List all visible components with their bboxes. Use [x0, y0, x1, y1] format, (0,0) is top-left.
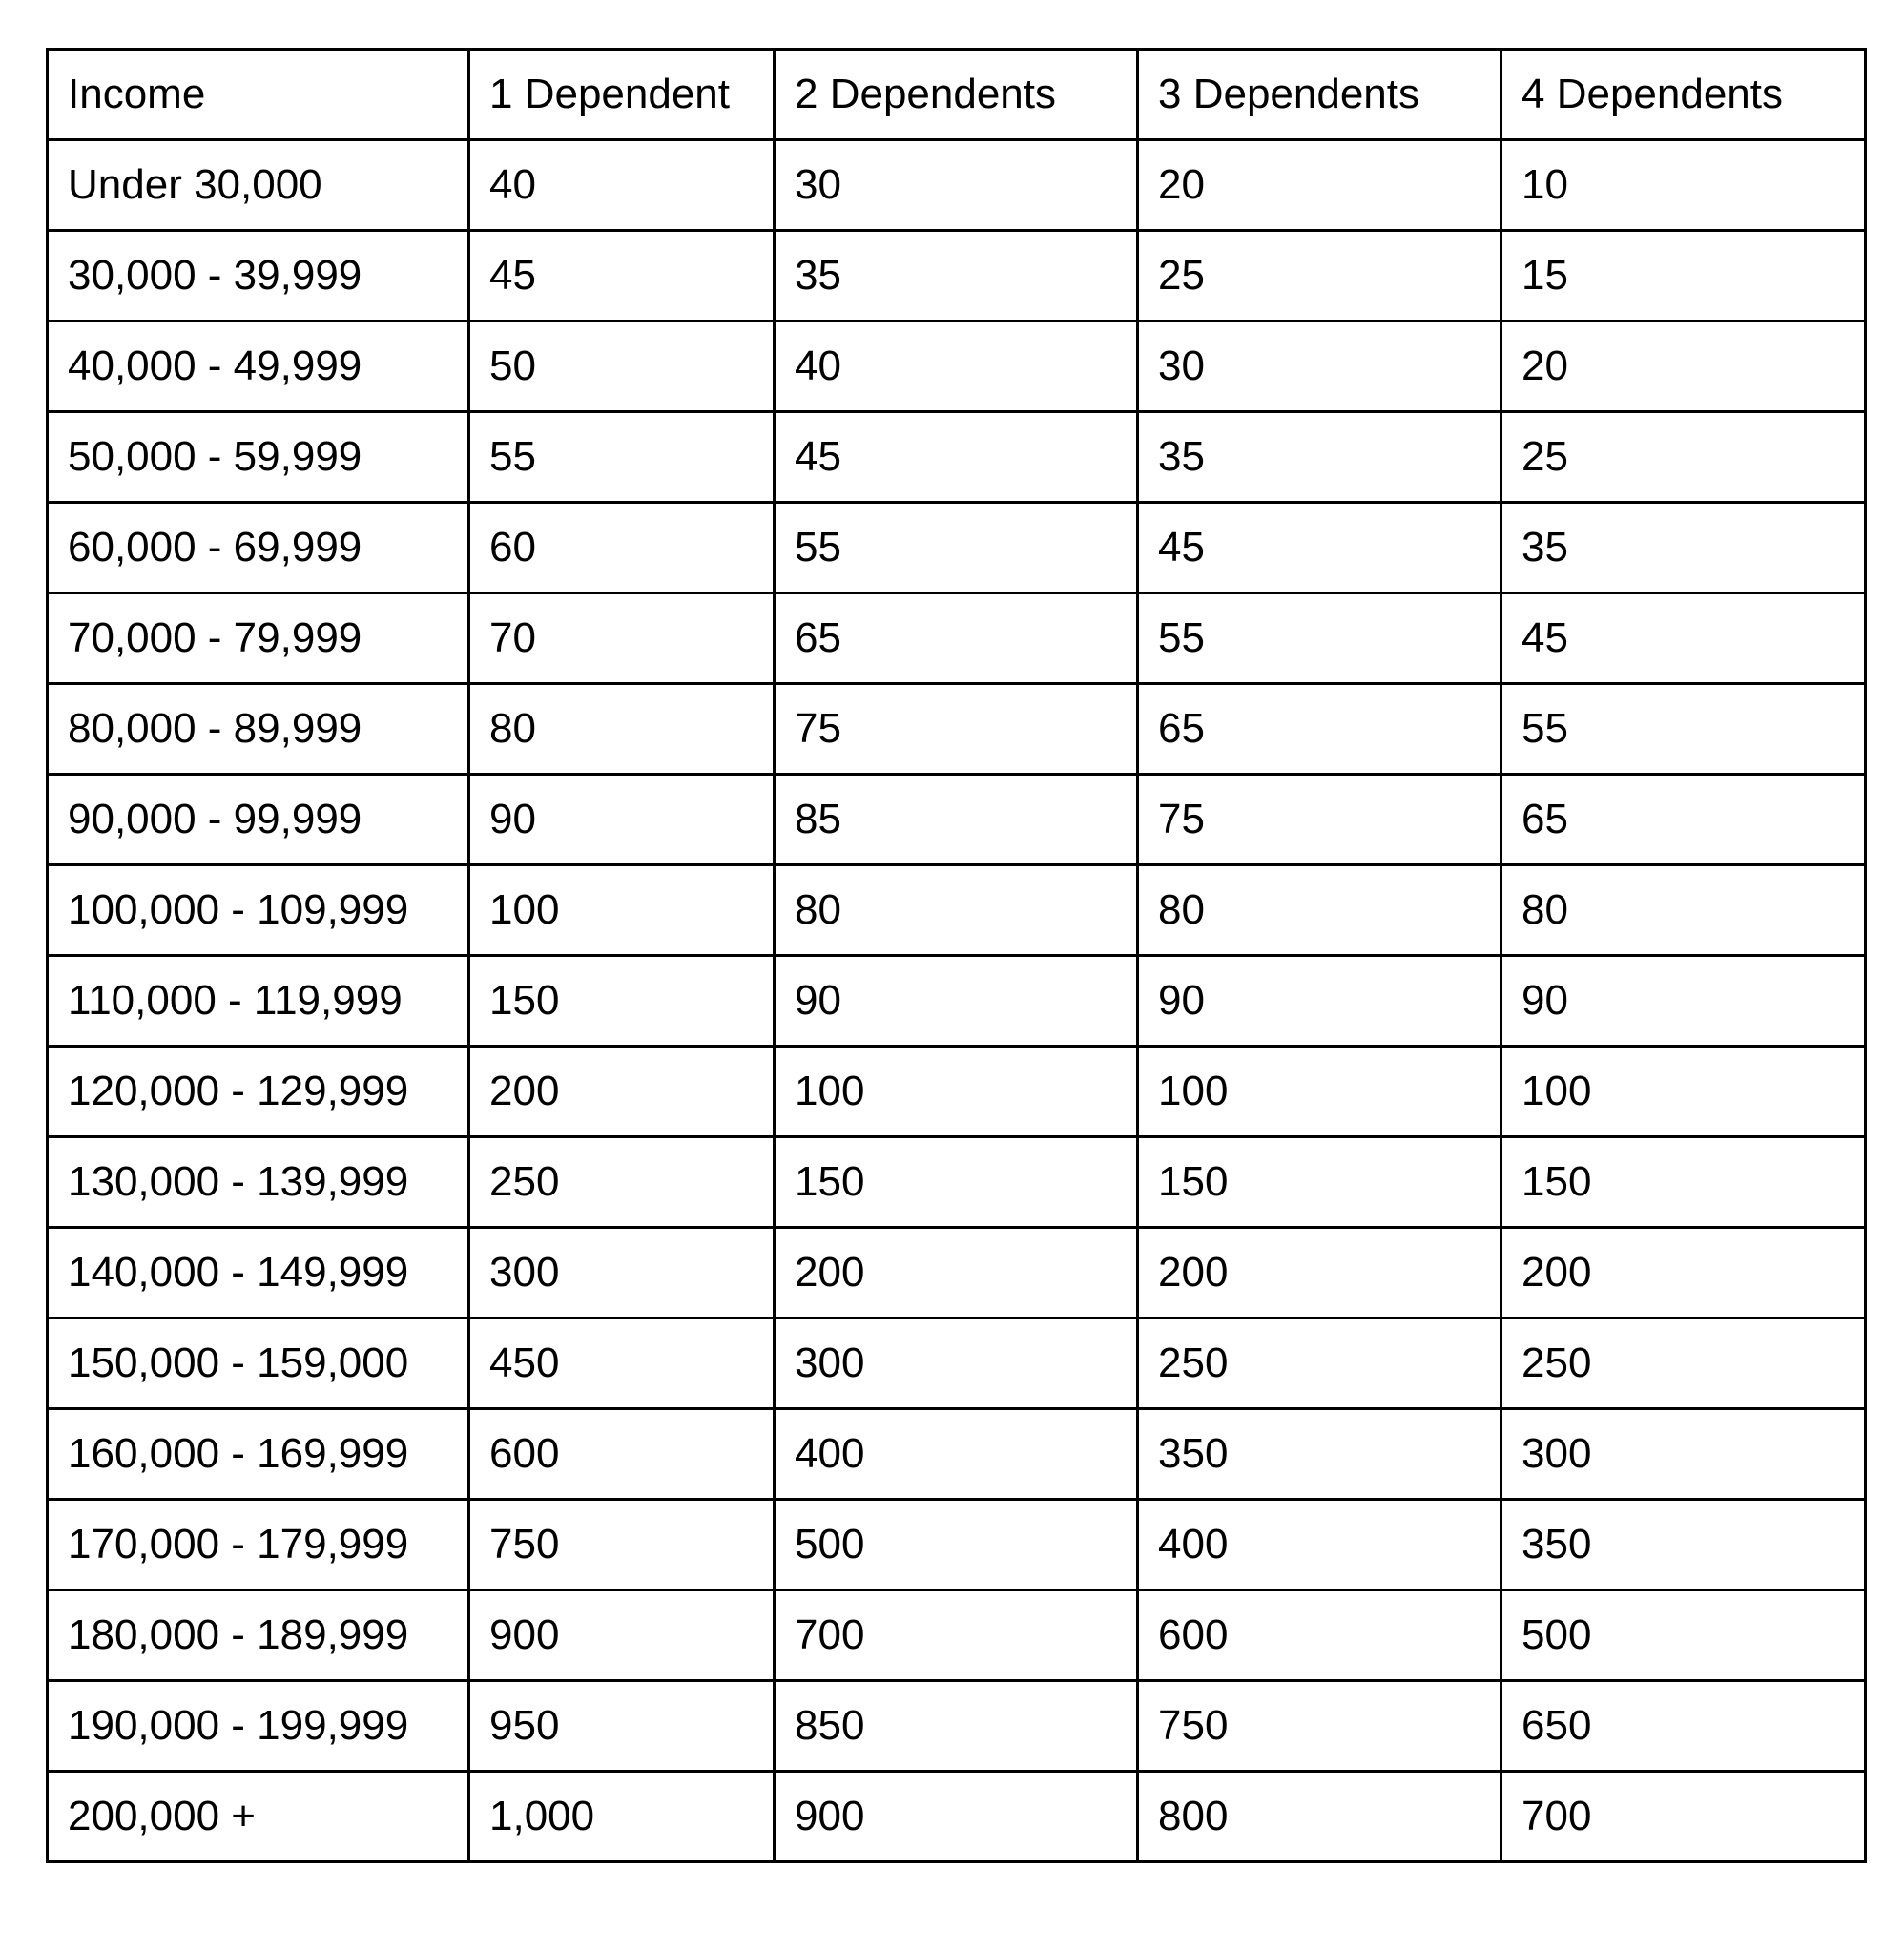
- dependents-3-cell: 200: [1138, 1228, 1501, 1319]
- table-row: [48, 503, 1866, 593]
- dependent-1-cell: 70: [469, 593, 775, 684]
- income-cell: 90,000 - 99,999: [48, 775, 469, 865]
- header-4-dependents: 4 Dependents: [1501, 50, 1866, 140]
- dependent-1-cell: 50: [469, 322, 775, 412]
- dependents-2-cell: 80: [775, 865, 1138, 956]
- dependents-4-cell: 350: [1501, 1500, 1866, 1590]
- dependents-4-cell: 55: [1501, 684, 1866, 775]
- table-header: [48, 50, 1866, 140]
- dependents-4-cell: 20: [1501, 322, 1866, 412]
- dependents-3-cell: 35: [1138, 412, 1501, 503]
- table-row: [48, 1319, 1866, 1409]
- table-row: [48, 1681, 1866, 1772]
- dependents-table: [46, 48, 1867, 1863]
- header-1-dependent: 1 Dependent: [469, 50, 775, 140]
- dependents-4-cell: 500: [1501, 1590, 1866, 1681]
- income-cell: 60,000 - 69,999: [48, 503, 469, 593]
- dependents-4-cell: 300: [1501, 1409, 1866, 1500]
- income-cell: 40,000 - 49,999: [48, 322, 469, 412]
- table-row: [48, 322, 1866, 412]
- income-cell: 80,000 - 89,999: [48, 684, 469, 775]
- dependents-4-cell: 65: [1501, 775, 1866, 865]
- dependent-1-cell: 60: [469, 503, 775, 593]
- dependents-2-cell: 850: [775, 1681, 1138, 1772]
- header-2-dependents: 2 Dependents: [775, 50, 1138, 140]
- table-row: [48, 1409, 1866, 1500]
- income-cell: 150,000 - 159,000: [48, 1319, 469, 1409]
- dependents-3-cell: 350: [1138, 1409, 1501, 1500]
- table-row: [48, 140, 1866, 231]
- table-row: [48, 956, 1866, 1047]
- income-cell: 70,000 - 79,999: [48, 593, 469, 684]
- dependents-3-cell: 100: [1138, 1047, 1501, 1137]
- dependent-1-cell: 150: [469, 956, 775, 1047]
- income-cell: 50,000 - 59,999: [48, 412, 469, 503]
- dependents-2-cell: 35: [775, 231, 1138, 322]
- table-row: [48, 775, 1866, 865]
- table-row: [48, 1228, 1866, 1319]
- income-cell: 180,000 - 189,999: [48, 1590, 469, 1681]
- income-cell: 120,000 - 129,999: [48, 1047, 469, 1137]
- income-cell: 140,000 - 149,999: [48, 1228, 469, 1319]
- dependents-3-cell: 90: [1138, 956, 1501, 1047]
- dependents-2-cell: 150: [775, 1137, 1138, 1228]
- table-row: [48, 1047, 1866, 1137]
- dependents-4-cell: 45: [1501, 593, 1866, 684]
- table-row: [48, 412, 1866, 503]
- table-row: [48, 231, 1866, 322]
- dependent-1-cell: 100: [469, 865, 775, 956]
- dependent-1-cell: 45: [469, 231, 775, 322]
- table-row: [48, 684, 1866, 775]
- dependent-1-cell: 450: [469, 1319, 775, 1409]
- dependent-1-cell: 750: [469, 1500, 775, 1590]
- dependents-4-cell: 10: [1501, 140, 1866, 231]
- dependents-3-cell: 45: [1138, 503, 1501, 593]
- dependents-3-cell: 25: [1138, 231, 1501, 322]
- dependent-1-cell: 55: [469, 412, 775, 503]
- income-cell: 130,000 - 139,999: [48, 1137, 469, 1228]
- income-cell: 170,000 - 179,999: [48, 1500, 469, 1590]
- dependents-4-cell: 100: [1501, 1047, 1866, 1137]
- dependents-2-cell: 400: [775, 1409, 1138, 1500]
- dependents-3-cell: 75: [1138, 775, 1501, 865]
- table-row: [48, 1772, 1866, 1862]
- dependents-2-cell: 500: [775, 1500, 1138, 1590]
- income-cell: 30,000 - 39,999: [48, 231, 469, 322]
- income-cell: 200,000 +: [48, 1772, 469, 1862]
- header-income: Income: [48, 50, 469, 140]
- income-cell: 100,000 - 109,999: [48, 865, 469, 956]
- dependents-3-cell: 20: [1138, 140, 1501, 231]
- dependents-2-cell: 45: [775, 412, 1138, 503]
- dependent-1-cell: 300: [469, 1228, 775, 1319]
- dependent-1-cell: 950: [469, 1681, 775, 1772]
- dependents-3-cell: 55: [1138, 593, 1501, 684]
- dependents-4-cell: 25: [1501, 412, 1866, 503]
- dependents-4-cell: 80: [1501, 865, 1866, 956]
- income-cell: 160,000 - 169,999: [48, 1409, 469, 1500]
- dependent-1-cell: 1,000: [469, 1772, 775, 1862]
- table-row: [48, 1500, 1866, 1590]
- header-3-dependents: 3 Dependents: [1138, 50, 1501, 140]
- income-cell: 190,000 - 199,999: [48, 1681, 469, 1772]
- dependents-3-cell: 250: [1138, 1319, 1501, 1409]
- table-row: [48, 593, 1866, 684]
- dependents-3-cell: 800: [1138, 1772, 1501, 1862]
- dependents-2-cell: 85: [775, 775, 1138, 865]
- dependents-4-cell: 15: [1501, 231, 1866, 322]
- dependents-2-cell: 65: [775, 593, 1138, 684]
- dependents-4-cell: 90: [1501, 956, 1866, 1047]
- dependents-4-cell: 700: [1501, 1772, 1866, 1862]
- dependent-1-cell: 600: [469, 1409, 775, 1500]
- dependents-2-cell: 300: [775, 1319, 1138, 1409]
- dependent-1-cell: 200: [469, 1047, 775, 1137]
- header-row: [48, 50, 1866, 140]
- dependents-3-cell: 750: [1138, 1681, 1501, 1772]
- dependent-1-cell: 40: [469, 140, 775, 231]
- dependents-4-cell: 200: [1501, 1228, 1866, 1319]
- dependents-2-cell: 75: [775, 684, 1138, 775]
- dependents-4-cell: 650: [1501, 1681, 1866, 1772]
- table-body: [48, 140, 1866, 1862]
- dependents-2-cell: 100: [775, 1047, 1138, 1137]
- dependents-2-cell: 30: [775, 140, 1138, 231]
- table-row: [48, 1137, 1866, 1228]
- dependents-2-cell: 700: [775, 1590, 1138, 1681]
- dependents-3-cell: 65: [1138, 684, 1501, 775]
- dependents-4-cell: 250: [1501, 1319, 1866, 1409]
- table-row: [48, 1590, 1866, 1681]
- income-cell: Under 30,000: [48, 140, 469, 231]
- dependents-2-cell: 40: [775, 322, 1138, 412]
- dependents-3-cell: 400: [1138, 1500, 1501, 1590]
- dependents-4-cell: 35: [1501, 503, 1866, 593]
- dependent-1-cell: 80: [469, 684, 775, 775]
- dependent-1-cell: 250: [469, 1137, 775, 1228]
- dependents-2-cell: 90: [775, 956, 1138, 1047]
- dependents-4-cell: 150: [1501, 1137, 1866, 1228]
- dependent-1-cell: 900: [469, 1590, 775, 1681]
- table-container: [46, 48, 1867, 1863]
- dependents-3-cell: 150: [1138, 1137, 1501, 1228]
- dependents-2-cell: 900: [775, 1772, 1138, 1862]
- dependents-3-cell: 30: [1138, 322, 1501, 412]
- dependents-3-cell: 600: [1138, 1590, 1501, 1681]
- income-cell: 110,000 - 119,999: [48, 956, 469, 1047]
- dependent-1-cell: 90: [469, 775, 775, 865]
- dependents-2-cell: 200: [775, 1228, 1138, 1319]
- dependents-2-cell: 55: [775, 503, 1138, 593]
- table-row: [48, 865, 1866, 956]
- dependents-3-cell: 80: [1138, 865, 1501, 956]
